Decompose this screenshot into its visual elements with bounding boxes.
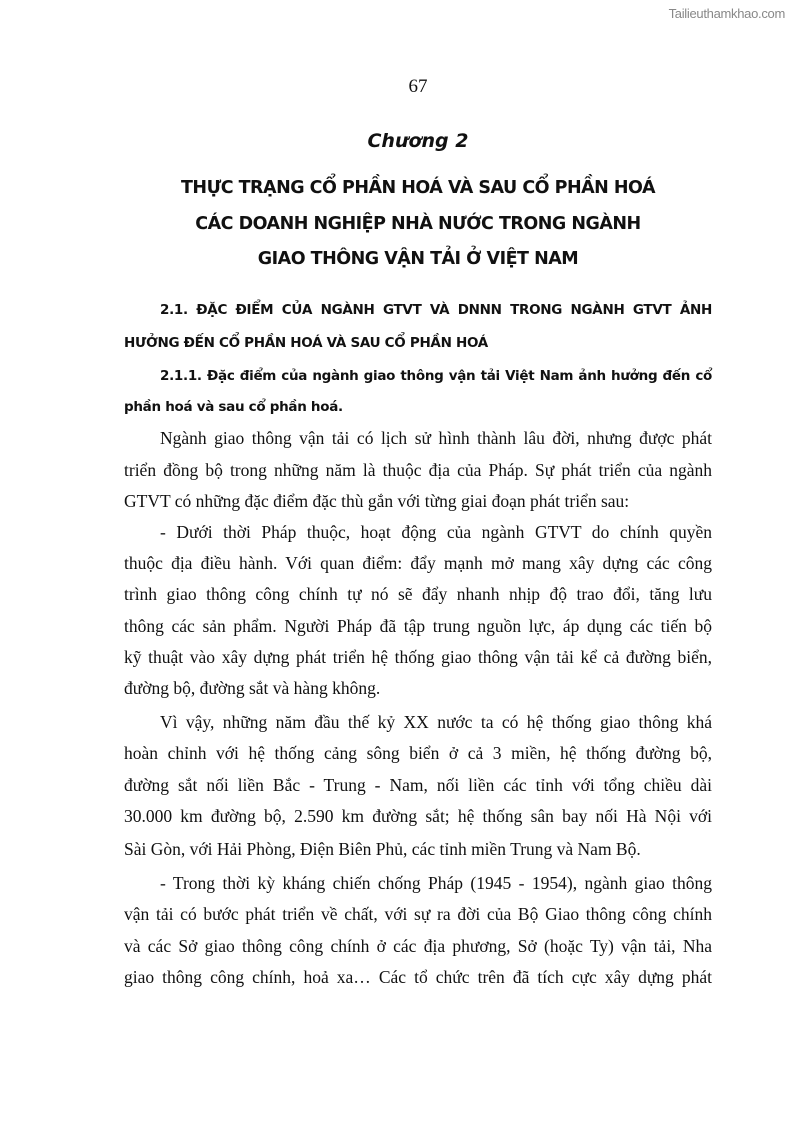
body-line: 30.000 km đường bộ, 2.590 km đường sắt; hệ thống sân bay nối Hà Nội với xyxy=(124,806,712,826)
body-line: trình giao thông công chính tự nó sẽ đẩy nhanh nhịp độ trao đổi, tăng lưu xyxy=(124,584,712,604)
body-line: Vì vậy, những năm đầu thế kỷ XX nước ta có hệ thống giao thông khá xyxy=(160,712,712,732)
page-number: 67 xyxy=(408,76,428,97)
chapter-title-line: GIAO THÔNG VẬN TẢI Ở VIỆT NAM xyxy=(257,249,579,269)
body-line: triển đồng bộ trong những năm là thuộc địa của Pháp. Sự phát triển của ngành xyxy=(124,460,712,480)
subsection-heading-line: 2.1.1. Đặc điểm của ngành giao thông vận tải Việt Nam ảnh hưởng đến cổ xyxy=(160,368,712,384)
chapter-heading: Chương 2 xyxy=(367,130,469,152)
body-line: GTVT có những đặc điểm đặc thù gắn với từng giai đoạn phát triển sau: xyxy=(124,491,630,511)
body-line: - Trong thời kỳ kháng chiến chống Pháp (1945 - 1954), ngành giao thông xyxy=(160,873,712,893)
body-line: - Dưới thời Pháp thuộc, hoạt động của ngành GTVT do chính quyền xyxy=(160,522,712,542)
body-line: hoàn chỉnh với hệ thống cảng sông biển ở cả 3 miền, hệ thống đường bộ, xyxy=(124,743,712,763)
body-line: thuộc địa điều hành. Với quan điểm: đẩy mạnh mở mang xây dựng các công xyxy=(124,553,712,573)
chapter-title-line: CÁC DOANH NGHIỆP NHÀ NƯỚC TRONG NGÀNH xyxy=(195,214,641,234)
body-line: đường sắt nối liền Bắc - Trung - Nam, nối liền các tỉnh với tổng chiều dài xyxy=(124,775,712,795)
section-heading-line: 2.1. ĐẶC ĐIỂM CỦA NGÀNH GTVT VÀ DNNN TRONG NGÀNH GTVT ẢNH xyxy=(160,302,712,318)
body-line: Ngành giao thông vận tải có lịch sử hình thành lâu đời, nhưng được phát xyxy=(160,428,712,448)
body-line: và các Sở giao thông công chính ở các địa phương, Sở (hoặc Ty) vận tải, Nha xyxy=(124,936,712,956)
body-line: giao thông công chính, hoả xa… Các tổ chức trên đã tích cực xây dựng phát xyxy=(124,967,712,987)
subsection-heading-line: phần hoá và sau cổ phần hoá. xyxy=(124,399,343,415)
watermark: Tailieuthamkhao.com xyxy=(668,6,785,21)
body-line: Sài Gòn, với Hải Phòng, Điện Biên Phủ, các tỉnh miền Trung và Nam Bộ. xyxy=(124,839,641,859)
body-line: đường bộ, đường sắt và hàng không. xyxy=(124,678,381,698)
body-line: vận tải có bước phát triển về chất, với sự ra đời của Bộ Giao thông công chính xyxy=(124,904,712,924)
body-line: kỹ thuật vào xây dựng phát triển hệ thống giao thông vận tải kể cả đường biển, xyxy=(124,647,712,667)
section-heading-line: HƯỞNG ĐẾN CỔ PHẦN HOÁ VÀ SAU CỔ PHẦN HOÁ xyxy=(124,335,488,351)
body-line: thông các sản phẩm. Người Pháp đã tập trung nguồn lực, áp dụng các tiến bộ xyxy=(124,616,712,636)
chapter-title-line: THỰC TRẠNG CỔ PHẦN HOÁ VÀ SAU CỔ PHẦN HOÁ xyxy=(180,178,656,198)
